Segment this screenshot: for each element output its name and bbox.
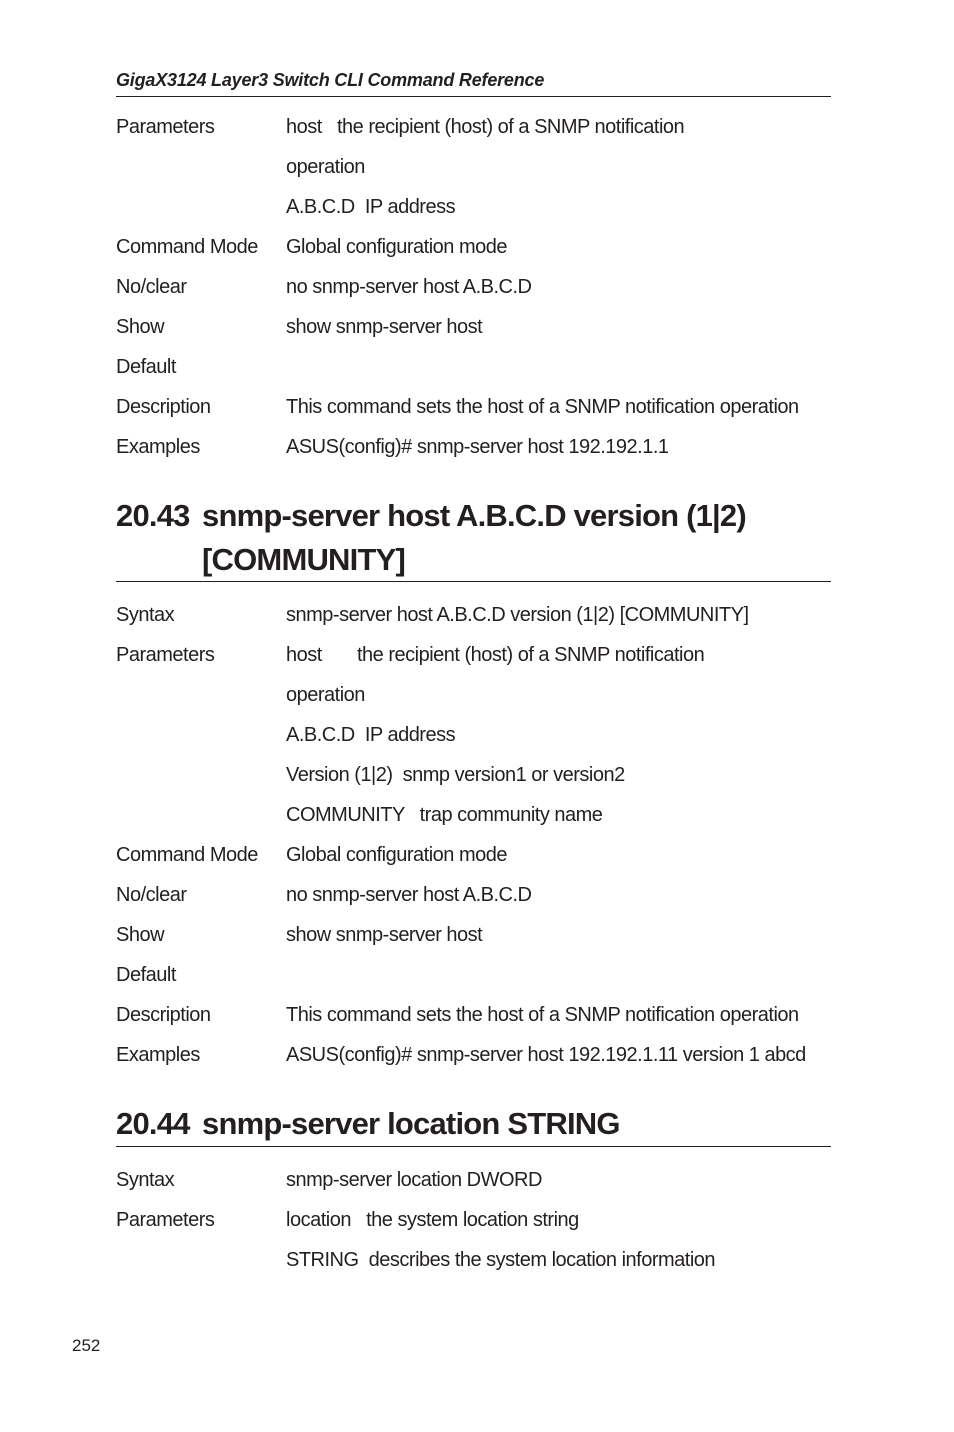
- table-row: [116, 156, 831, 196]
- table-row: [116, 436, 831, 476]
- prev-section-table: [116, 116, 831, 476]
- table-row: [116, 196, 831, 236]
- table-row: [116, 764, 831, 804]
- row-label: No/clear: [116, 884, 187, 906]
- row-label: Parameters: [116, 1209, 215, 1231]
- row-label: Examples: [116, 436, 200, 458]
- table-row: [116, 316, 831, 356]
- section-title-line-2: [COMMUNITY]: [202, 542, 405, 577]
- row-value: COMMUNITY trap community name: [286, 804, 603, 826]
- row-value: This command sets the host of a SNMP notification operation: [286, 1004, 799, 1026]
- row-value: [286, 644, 704, 666]
- row-value: location the system location string: [286, 1209, 579, 1231]
- row-value: host the recipient (host) of a SNMP notification: [286, 116, 685, 138]
- section-number: 20.44: [116, 1106, 190, 1141]
- section-title: snmp-server location STRING: [202, 1106, 620, 1141]
- section-43-table: [116, 604, 831, 1084]
- row-label: Default: [116, 356, 176, 378]
- row-label: Command Mode: [116, 236, 258, 258]
- row-value: no snmp-server host A.B.C.D: [286, 276, 532, 298]
- row-label: Show: [116, 316, 165, 338]
- section-rule: [116, 1146, 831, 1147]
- row-value: snmp-server host A.B.C.D version (1|2) [COMMUNITY]: [286, 604, 749, 626]
- row-value: snmp-server location DWORD: [286, 1169, 542, 1191]
- row-value: A.B.C.D IP address: [286, 196, 456, 218]
- table-row: [116, 1169, 831, 1209]
- table-row: [116, 1044, 831, 1084]
- table-row: [116, 116, 831, 156]
- table-row: [116, 604, 831, 644]
- page-number: 252: [72, 1336, 101, 1355]
- row-value: no snmp-server host A.B.C.D: [286, 884, 532, 906]
- row-label: Parameters: [116, 644, 215, 666]
- table-row: [116, 356, 831, 396]
- section-title-line-1: snmp-server host A.B.C.D version (1|2): [202, 498, 746, 533]
- table-row: [116, 644, 831, 684]
- row-value: show snmp-server host: [286, 316, 483, 338]
- table-row: [116, 964, 831, 1004]
- row-value: operation: [286, 156, 365, 178]
- row-value: STRING describes the system location information: [286, 1249, 716, 1271]
- row-value: ASUS(config)# snmp-server host 192.192.1.1: [286, 436, 669, 458]
- row-value: Global configuration mode: [286, 236, 507, 258]
- row-value: show snmp-server host: [286, 924, 483, 946]
- row-label: Command Mode: [116, 844, 258, 866]
- section-heading-20-44: [116, 1102, 831, 1146]
- row-label: Parameters: [116, 116, 215, 138]
- row-value: ASUS(config)# snmp-server host 192.192.1.11 version 1 abcd: [286, 1044, 806, 1066]
- param-desc: the recipient (host) of a SNMP notification: [357, 644, 705, 666]
- section-title: [202, 494, 831, 582]
- header-rule: [116, 96, 831, 97]
- table-row: [116, 804, 831, 844]
- table-row: [116, 1209, 831, 1249]
- row-label: Show: [116, 924, 165, 946]
- section-44-table: [116, 1169, 831, 1289]
- row-label: Description: [116, 396, 211, 418]
- row-label: No/clear: [116, 276, 187, 298]
- running-header: GigaX3124 Layer3 Switch CLI Command Reference: [116, 70, 545, 90]
- table-row: [116, 1004, 831, 1044]
- table-row: [116, 884, 831, 924]
- row-label: Examples: [116, 1044, 200, 1066]
- table-row: [116, 396, 831, 436]
- section-number: 20.43: [116, 498, 190, 533]
- row-label: Syntax: [116, 604, 175, 626]
- table-row: [116, 724, 831, 764]
- section-heading-20-43: [116, 494, 831, 582]
- row-label: Description: [116, 1004, 211, 1026]
- row-label: Syntax: [116, 1169, 175, 1191]
- section-rule: [116, 581, 831, 582]
- row-value: operation: [286, 684, 365, 706]
- param-term: host: [286, 644, 322, 666]
- row-value: A.B.C.D IP address: [286, 724, 456, 746]
- table-row: [116, 1249, 831, 1289]
- table-row: [116, 844, 831, 884]
- table-row: [116, 236, 831, 276]
- row-label: Default: [116, 964, 176, 986]
- table-row: [116, 924, 831, 964]
- table-row: [116, 276, 831, 316]
- row-value: Version (1|2) snmp version1 or version2: [286, 764, 625, 786]
- row-value: Global configuration mode: [286, 844, 507, 866]
- row-value: This command sets the host of a SNMP notification operation: [286, 396, 799, 418]
- table-row: [116, 684, 831, 724]
